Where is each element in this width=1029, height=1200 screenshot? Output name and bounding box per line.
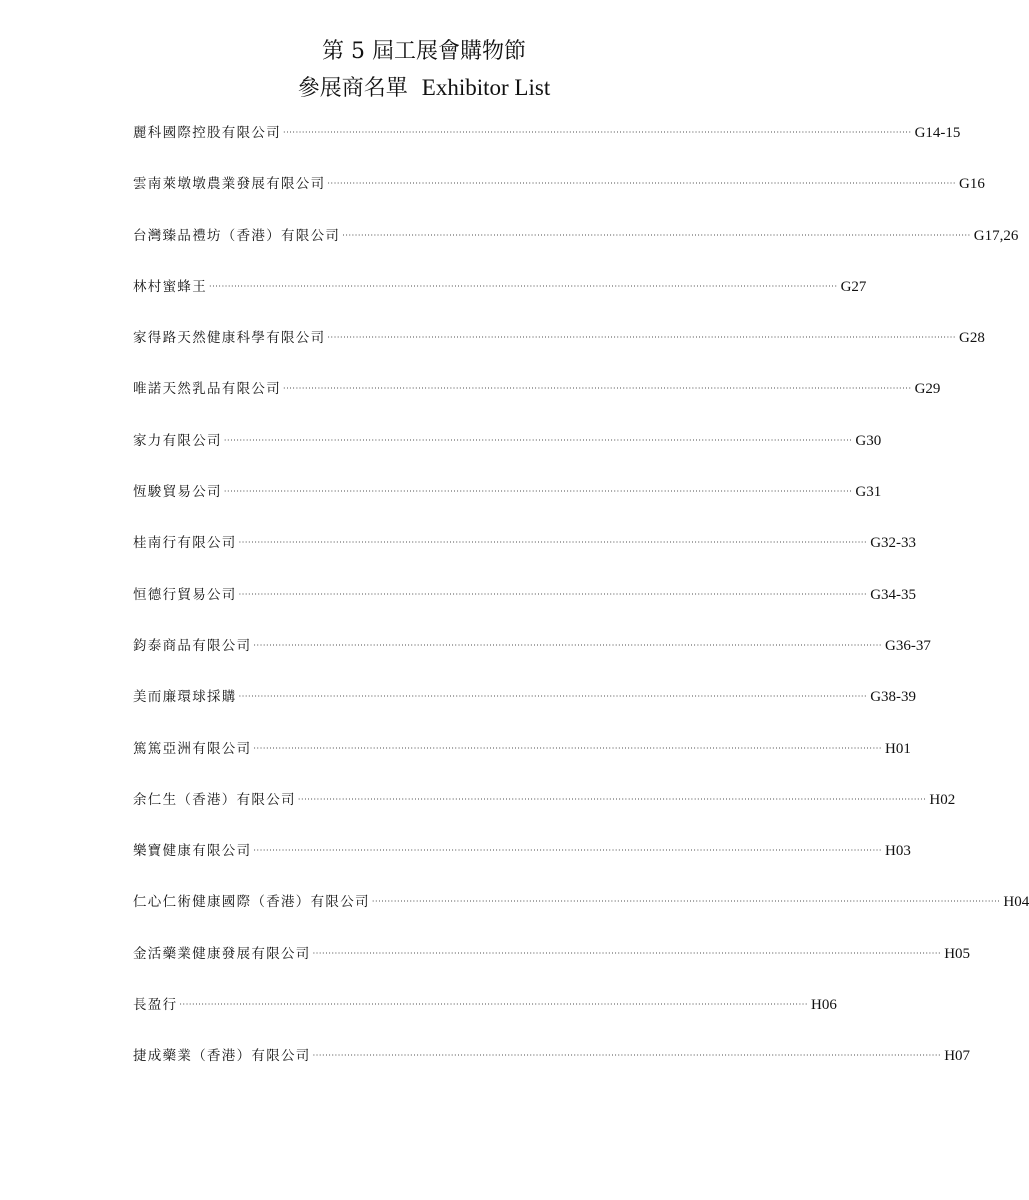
booth-number: G17,26	[973, 227, 1019, 244]
exhibitor-name: 金活藥業健康發展有限公司	[133, 945, 311, 962]
dot-leader: ········································································································································································································	[179, 1000, 808, 1010]
exhibitor-row	[133, 168, 985, 219]
exhibitor-name: 雲南萊墩墩農業發展有限公司	[133, 176, 326, 193]
exhibitor-name: 台灣臻品禮坊（香港）有限公司	[133, 227, 341, 244]
dot-leader: ········································································································································································································	[223, 487, 853, 497]
dot-leader: ········································································································································································································	[238, 538, 868, 548]
booth-number: G32-33	[870, 535, 917, 552]
exhibitor-row	[133, 835, 911, 886]
exhibitor-name: 長盈行	[133, 997, 178, 1014]
exhibitor-row	[133, 630, 931, 681]
exhibitor-name: 樂寶健康有限公司	[133, 843, 252, 860]
booth-number: G34-35	[870, 586, 917, 603]
exhibitor-name: 余仁生（香港）有限公司	[133, 791, 296, 808]
dot-leader: ········································································································································································································	[238, 589, 868, 599]
booth-number: G30	[855, 432, 882, 449]
exhibitor-row	[133, 322, 985, 373]
exhibitor-row	[133, 527, 917, 578]
booth-number: G31	[855, 484, 882, 501]
booth-number: G38-39	[870, 689, 917, 706]
dot-leader: ········································································································································································································	[342, 230, 971, 240]
dot-leader: ········································································································································································································	[283, 384, 912, 394]
booth-number: H06	[811, 997, 837, 1014]
dot-leader: ········································································································································································································	[253, 640, 882, 650]
dot-leader: ········································································································································································································	[312, 948, 942, 958]
exhibitor-name: 仁心仁術健康國際（香港）有限公司	[133, 894, 370, 911]
dot-leader: ········································································································································································································	[371, 897, 1001, 907]
exhibitor-name: 恒德行貿易公司	[133, 586, 237, 603]
exhibitor-name: 鈞泰商品有限公司	[133, 637, 252, 654]
exhibitor-row	[133, 938, 971, 989]
subtitle-chinese: 參展商名單	[297, 76, 408, 101]
exhibitor-row	[133, 271, 867, 322]
exhibitor-name: 捷成藥業（香港）有限公司	[133, 1048, 311, 1065]
exhibitor-row	[133, 681, 917, 732]
booth-number: G28	[959, 330, 985, 347]
exhibitor-row	[133, 579, 917, 630]
booth-number: H01	[885, 740, 911, 757]
dot-leader: ········································································································································································································	[238, 692, 868, 702]
dot-leader: ········································································································································································································	[327, 333, 956, 343]
exhibitor-name: 家得路天然健康科學有限公司	[133, 330, 326, 347]
dot-leader: ········································································································································································································	[312, 1051, 942, 1061]
booth-number: G29	[914, 381, 941, 398]
exhibitor-list	[133, 117, 1029, 1092]
booth-number: G36-37	[885, 637, 931, 654]
dot-leader: ········································································································································································································	[253, 743, 882, 753]
booth-number: H05	[944, 945, 971, 962]
exhibitor-name: 唯諾天然乳品有限公司	[133, 381, 281, 398]
booth-number: H07	[944, 1048, 971, 1065]
dot-leader: ········································································································································································································	[209, 281, 838, 291]
exhibitor-row	[133, 784, 956, 835]
booth-number: H04	[1003, 894, 1029, 911]
exhibitor-name: 家力有限公司	[133, 432, 222, 449]
exhibitor-name: 麗科國際控股有限公司	[133, 125, 281, 141]
exhibitor-row	[133, 989, 837, 1040]
dot-leader: ········································································································································································································	[297, 794, 927, 804]
exhibitor-row	[133, 733, 911, 784]
exhibitor-row	[133, 117, 961, 168]
dot-leader: ········································································································································································································	[327, 179, 956, 189]
exhibitor-name: 美而廉環球採購	[133, 689, 237, 706]
dot-leader: ········································································································································································································	[223, 435, 853, 445]
exhibitor-name: 桂南行有限公司	[133, 535, 237, 552]
booth-number: H02	[929, 791, 956, 808]
dot-leader: ········································································································································································································	[253, 846, 882, 856]
booth-number: G27	[840, 278, 867, 295]
exhibitor-row	[133, 886, 1029, 937]
exhibitor-row	[133, 1040, 971, 1091]
dot-leader: ········································································································································································································	[283, 128, 912, 137]
exhibitor-row	[133, 220, 1019, 271]
document-title: 第 5 屆工展會購物節	[322, 39, 526, 64]
booth-number: G14-15	[914, 125, 961, 141]
exhibitor-name: 恆駿貿易公司	[133, 484, 222, 501]
document-subtitle	[0, 74, 848, 103]
exhibitor-row	[133, 425, 882, 476]
subtitle-english: Exhibitor List	[421, 75, 551, 100]
booth-number: H03	[885, 843, 911, 860]
booth-number: G16	[959, 176, 985, 193]
exhibitor-name: 林村蜜蜂王	[133, 278, 207, 295]
exhibitor-name: 篤篤亞洲有限公司	[133, 740, 252, 757]
exhibitor-row	[133, 476, 882, 527]
exhibitor-row	[133, 373, 941, 424]
